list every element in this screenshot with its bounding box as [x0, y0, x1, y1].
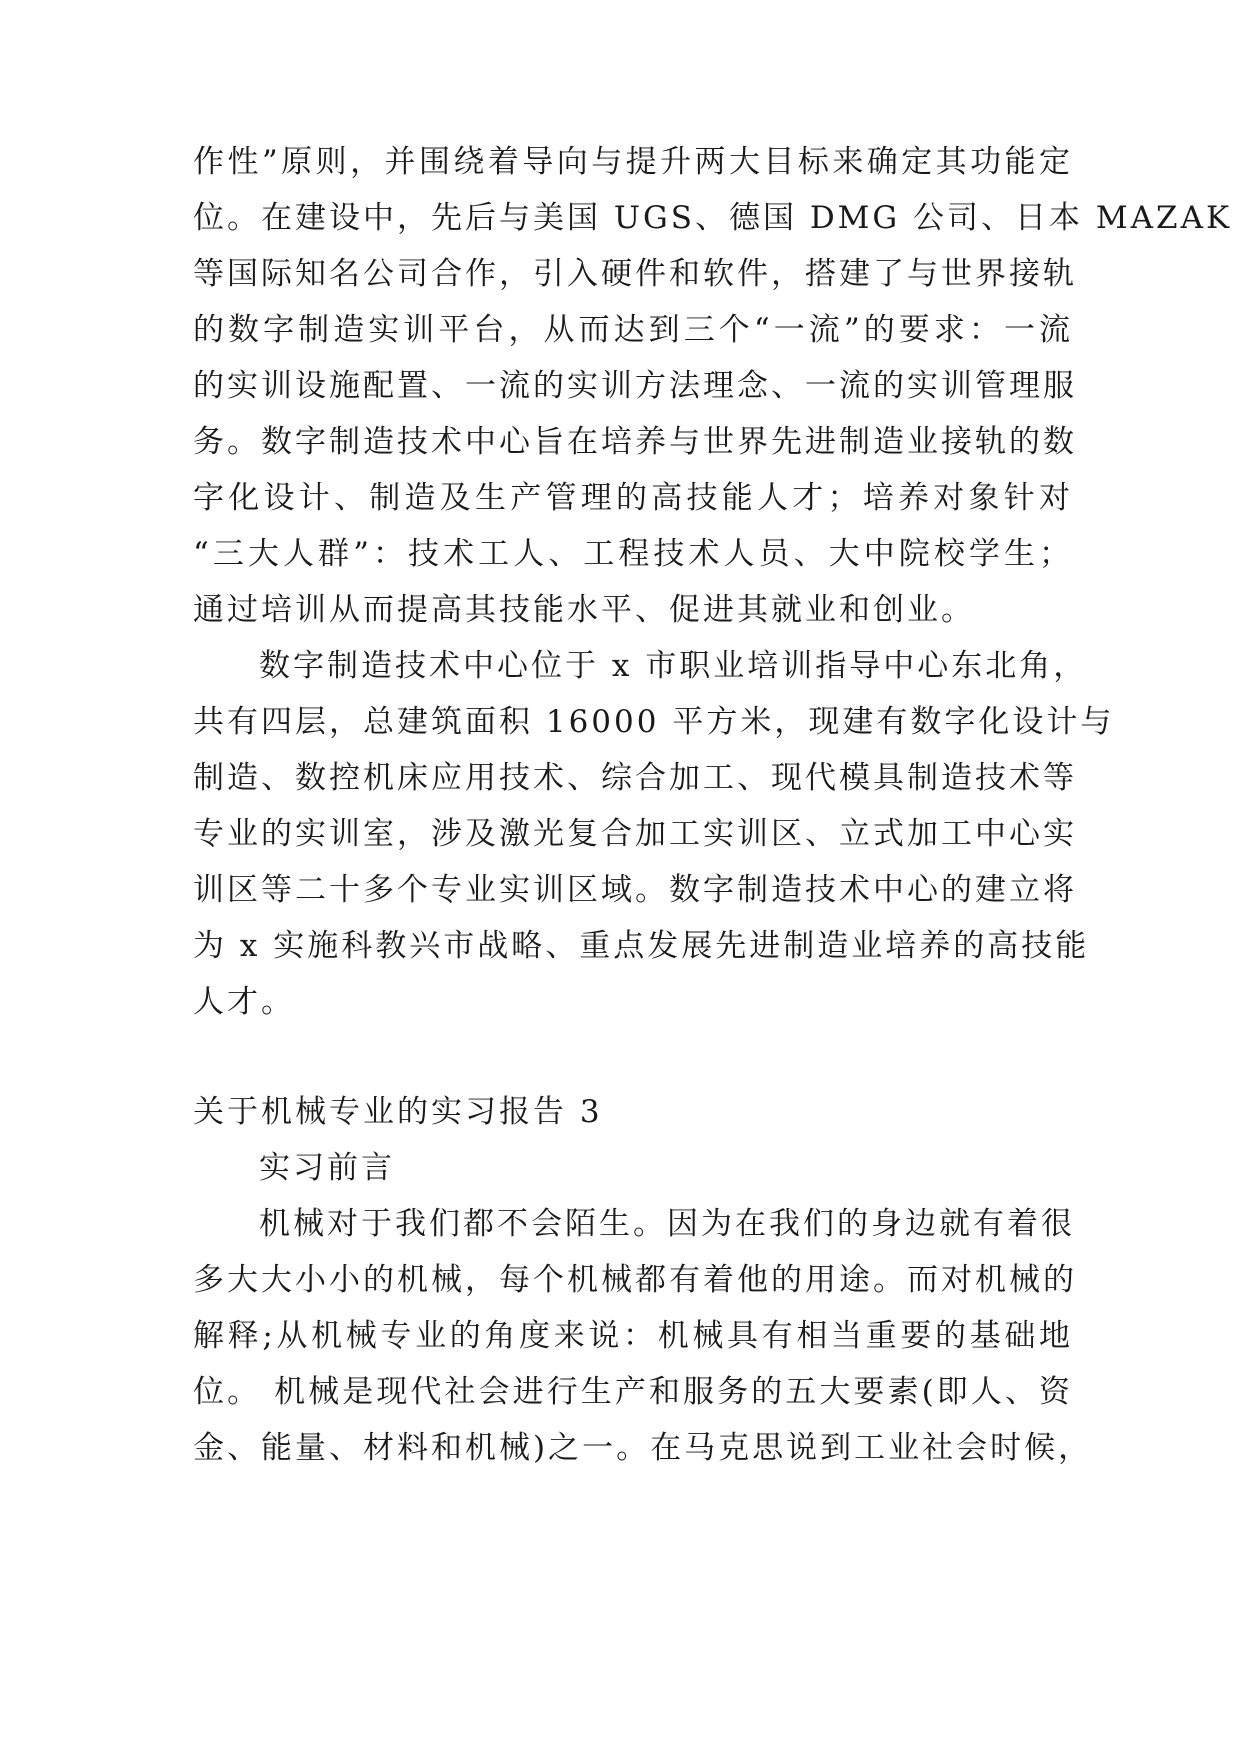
paragraph-1-line-1: 作性”原则，并围绕着导向与提升两大目标来确定其功能定	[193, 144, 1073, 180]
paragraph-1-line-3: 等国际知名公司合作，引入硬件和软件，搭建了与世界接轨	[193, 256, 1077, 292]
paragraph-3-line-2: 多大大小小的机械，每个机械都有着他的用途。而对机械的	[193, 1262, 1077, 1298]
paragraph-2-line-6: 为 x 实施科教兴市战略、重点发展先进制造业培养的高技能	[193, 928, 1090, 964]
paragraph-1-line-6: 务。数字制造技术中心旨在培养与世界先进制造业接轨的数	[193, 424, 1077, 460]
paragraph-1-line-4: 的数字制造实训平台，从而达到三个“一流”的要求：一流	[193, 312, 1073, 348]
paragraph-3-line-4: 位。 机械是现代社会进行生产和服务的五大要素(即人、资	[193, 1374, 1073, 1410]
paragraph-2-line-3: 制造、数控机床应用技术、综合加工、现代模具制造技术等	[193, 760, 1077, 796]
paragraph-2-line-2: 共有四层，总建筑面积 16000 平方米，现建有数字化设计与	[193, 704, 1115, 740]
paragraph-1-line-8: “三大人群”：技术工人、工程技术人员、大中院校学生；	[193, 536, 1073, 572]
paragraph-1-line-5: 的实训设施配置、一流的实训方法理念、一流的实训管理服	[193, 368, 1077, 404]
paragraph-1-line-7: 字化设计、制造及生产管理的高技能人才；培养对象针对	[193, 480, 1073, 516]
paragraph-1-line-2: 位。在建设中，先后与美国 UGS、德国 DMG 公司、日本 MAZAK	[193, 200, 1233, 236]
subheading: 实习前言	[259, 1150, 395, 1186]
paragraph-3-line-1: 机械对于我们都不会陌生。因为在我们的身边就有着很	[259, 1206, 1075, 1242]
paragraph-2-line-4: 专业的实训室，涉及激光复合加工实训区、立式加工中心实	[193, 816, 1077, 852]
paragraph-2-line-1: 数字制造技术中心位于 x 市职业培训指导中心东北角，	[259, 648, 1088, 684]
section-title: 关于机械专业的实习报告 3	[193, 1094, 603, 1130]
paragraph-3-line-3: 解释;从机械专业的角度来说：机械具有相当重要的基础地	[193, 1318, 1073, 1354]
paragraph-2-line-5: 训区等二十多个专业实训区域。数字制造技术中心的建立将	[193, 872, 1077, 908]
paragraph-1-line-9: 通过培训从而提高其技能水平、促进其就业和创业。	[193, 592, 975, 628]
paragraph-2-line-7: 人才。	[193, 984, 295, 1020]
paragraph-3-line-5: 金、能量、材料和机械)之一。在马克思说到工业社会时候，	[193, 1430, 1093, 1466]
